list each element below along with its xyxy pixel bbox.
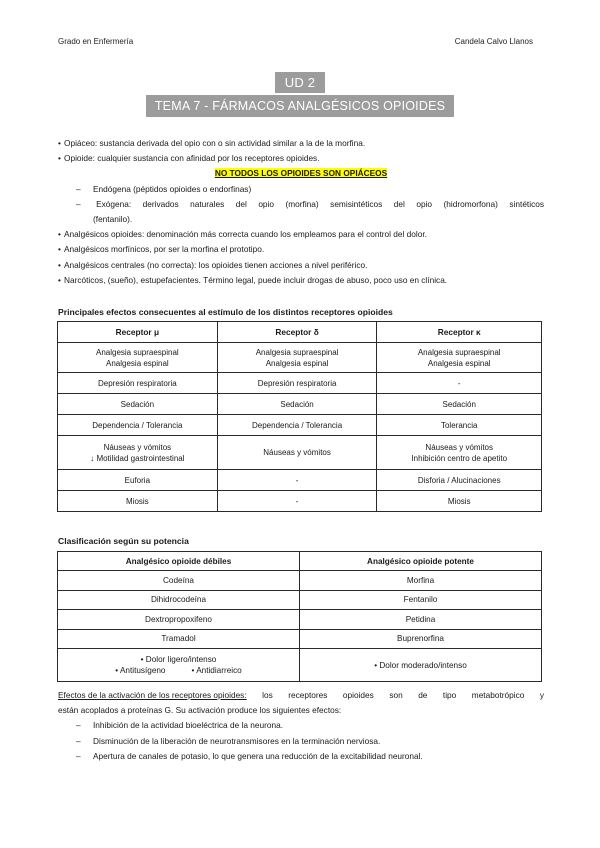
cell-line: Analgesia supraespinal [255, 347, 339, 357]
highlight-note [58, 166, 544, 181]
table-cell: Dependencia / Tolerancia [217, 415, 377, 436]
definition-morfinicos: • Analgésicos morfínicos, por ser la morfina el prototipo. [58, 242, 544, 257]
table-header-row [58, 322, 542, 343]
cell-line: Analgesia supraespinal [95, 347, 179, 357]
word: sintéticos [509, 198, 544, 209]
table-cell: Codeína [58, 571, 300, 591]
word: semisintéticos [330, 198, 383, 209]
table-cell [58, 343, 218, 373]
table-row [58, 373, 542, 394]
definition-narcoticos: • Narcóticos, (sueño), estupefacientes. Término legal, puede incluir drogas de abuso, poco uso en clínica. [58, 273, 544, 288]
word: metabotrópico [471, 690, 525, 700]
effect-text: Apertura de canales de potasio, lo que genera una reducción de la excitabilidad neuronal. [93, 750, 423, 761]
dash-marker: – [76, 198, 81, 209]
note-antidiarreico: Antidiarreico [196, 666, 242, 675]
table-row [58, 491, 542, 512]
word: Exógena: [96, 198, 132, 209]
potent-note: Dolor moderado/intenso [379, 660, 467, 670]
sub-item-exogena [58, 197, 544, 212]
table-cell: Morfina [300, 571, 542, 591]
table-cell [58, 436, 218, 470]
table-row [58, 415, 542, 436]
table-cell: Fentanilo [300, 590, 542, 610]
potency-table-title: Clasificación según su potencia [58, 536, 189, 546]
table-cell: Depresión respiratoria [217, 373, 377, 394]
header-mu: Receptor μ [58, 322, 218, 343]
table-cell: Sedación [217, 394, 377, 415]
note-antitusigeno: Antitusígeno [119, 666, 166, 675]
effect-item: – Apertura de canales de potasio, lo que genera una reducción de la excitabilidad neuronal. [76, 750, 423, 761]
cell-line: ↓ Motilidad gastrointestinal [90, 453, 185, 463]
table-row [58, 629, 542, 649]
word: del [235, 198, 247, 209]
table-cell: - [377, 373, 542, 394]
effects-intro-cont: están acoplados a proteínas G. Su activación produce los siguientes efectos: [58, 705, 342, 716]
cell-line: Analgesia espinal [265, 358, 329, 368]
table-cell: - [217, 491, 377, 512]
table-row [58, 571, 542, 591]
word: opioides [342, 690, 374, 700]
table-cell: Petidina [300, 610, 542, 630]
topic-banner [0, 95, 600, 117]
definitions-list [58, 136, 544, 288]
word: (morfina) [285, 198, 319, 209]
effect-text: Inhibición de la actividad bioeléctrica de la neurona. [93, 720, 284, 731]
cell-line: Náuseas y vómitos [103, 442, 172, 452]
word: del [393, 198, 405, 209]
table-cell [377, 343, 542, 373]
table-cell: Tolerancia [377, 415, 542, 436]
table-cell: Euforia [58, 470, 218, 491]
receptors-table [57, 321, 542, 512]
cell-line: Inhibición centro de apetito [411, 453, 508, 463]
table-row [58, 343, 542, 373]
definition-analgesicos-opioides: • Analgésicos opioides: denominación más correcta cuando los empleamos para el control del dolor. [58, 227, 544, 242]
sub-item-endogena: – Endógena (péptidos opioides o endorfinas) [76, 183, 252, 194]
word: opio [416, 198, 433, 209]
word: (hidromorfona) [443, 198, 498, 209]
table-cell: Miosis [58, 491, 218, 512]
table-row [58, 649, 542, 682]
header-author: Candela Calvo Llanos [454, 37, 533, 46]
header-course: Grado en Enfermería [58, 37, 134, 46]
header-weak: Analgésico opioide débiles [58, 552, 300, 571]
header-potent: Analgésico opioide potente [300, 552, 542, 571]
effects-heading: Efectos de la activación de los receptores opioides: [58, 690, 247, 700]
sub-item-exogena-cont: (fentanilo). [93, 214, 133, 225]
cell-line: Analgesia espinal [427, 358, 491, 368]
receptors-table-title: Principales efectos consecuentes al estímulo de los distintos receptores opioides [58, 307, 393, 317]
table-row [58, 394, 542, 415]
definition-centrales: • Analgésicos centrales (no correcta): los opioides tienen acciones a nivel periférico. [58, 258, 544, 273]
highlight-text: NO TODOS LOS OPIOIDES SON OPIÁCEOS [214, 168, 388, 179]
header-delta: Receptor δ [217, 322, 377, 343]
effects-intro-line [58, 688, 544, 703]
table-cell: Dependencia / Tolerancia [58, 415, 218, 436]
cell-line: Analgesia supraespinal [417, 347, 501, 357]
cell-line: Analgesia espinal [106, 358, 169, 368]
table-header-row [58, 552, 542, 571]
word: son [389, 690, 403, 700]
word: y [539, 690, 544, 700]
word: derivados [142, 198, 179, 209]
table-cell: Tramadol [58, 629, 300, 649]
table-cell: - [217, 470, 377, 491]
word: tipo [442, 690, 457, 700]
definition-opioide: • Opioide: cualquier sustancia con afinidad por los receptores opioides. [58, 151, 544, 166]
table-cell: Miosis [377, 491, 542, 512]
unit-banner [0, 72, 600, 93]
table-cell [377, 436, 542, 470]
table-cell: Depresión respiratoria [58, 373, 218, 394]
table-cell: Sedación [58, 394, 218, 415]
header-kappa: Receptor κ [377, 322, 542, 343]
table-cell [58, 649, 300, 682]
word: de [418, 690, 428, 700]
table-row [58, 436, 542, 470]
effect-item: – Inhibición de la actividad bioeléctrica de la neurona. [76, 720, 284, 731]
definition-opiaceo: • Opiáceo: sustancia derivada del opio con o sin actividad similar a la de la morfina. [58, 136, 544, 151]
cell-line: Náuseas y vómitos [425, 442, 494, 452]
sub-item-text: Endógena (péptidos opioides o endorfinas) [93, 183, 252, 194]
table-cell: Sedación [377, 394, 542, 415]
table-cell: Dihidrocodeína [58, 590, 300, 610]
table-cell: Buprenorfina [300, 629, 542, 649]
word: receptores [288, 690, 328, 700]
table-cell: Disforia / Alucinaciones [377, 470, 542, 491]
word: opio [258, 198, 274, 209]
table-cell: Náuseas y vómitos [217, 436, 377, 470]
weak-note-1: • Dolor ligero/intenso [140, 655, 217, 664]
weak-note-2: • Antitusígeno • Antidiarreico [115, 666, 242, 675]
word: los [262, 690, 273, 700]
receptor-effects-section [58, 688, 544, 764]
table-row [58, 590, 542, 610]
word: naturales [190, 198, 225, 209]
effect-item: – Disminución de la liberación de neurotransmisores en la terminación nerviosa. [76, 735, 381, 746]
topic-title: TEMA 7 - FÁRMACOS ANALGÉSICOS OPIOIDES [146, 95, 454, 117]
unit-label: UD 2 [275, 72, 325, 93]
table-cell: Dextropropoxifeno [58, 610, 300, 630]
table-row [58, 470, 542, 491]
potency-table [57, 551, 542, 682]
effect-text: Disminución de la liberación de neurotransmisores en la terminación nerviosa. [93, 735, 381, 746]
table-cell: • Dolor moderado/intenso [300, 649, 542, 682]
table-row [58, 610, 542, 630]
table-cell [217, 343, 377, 373]
